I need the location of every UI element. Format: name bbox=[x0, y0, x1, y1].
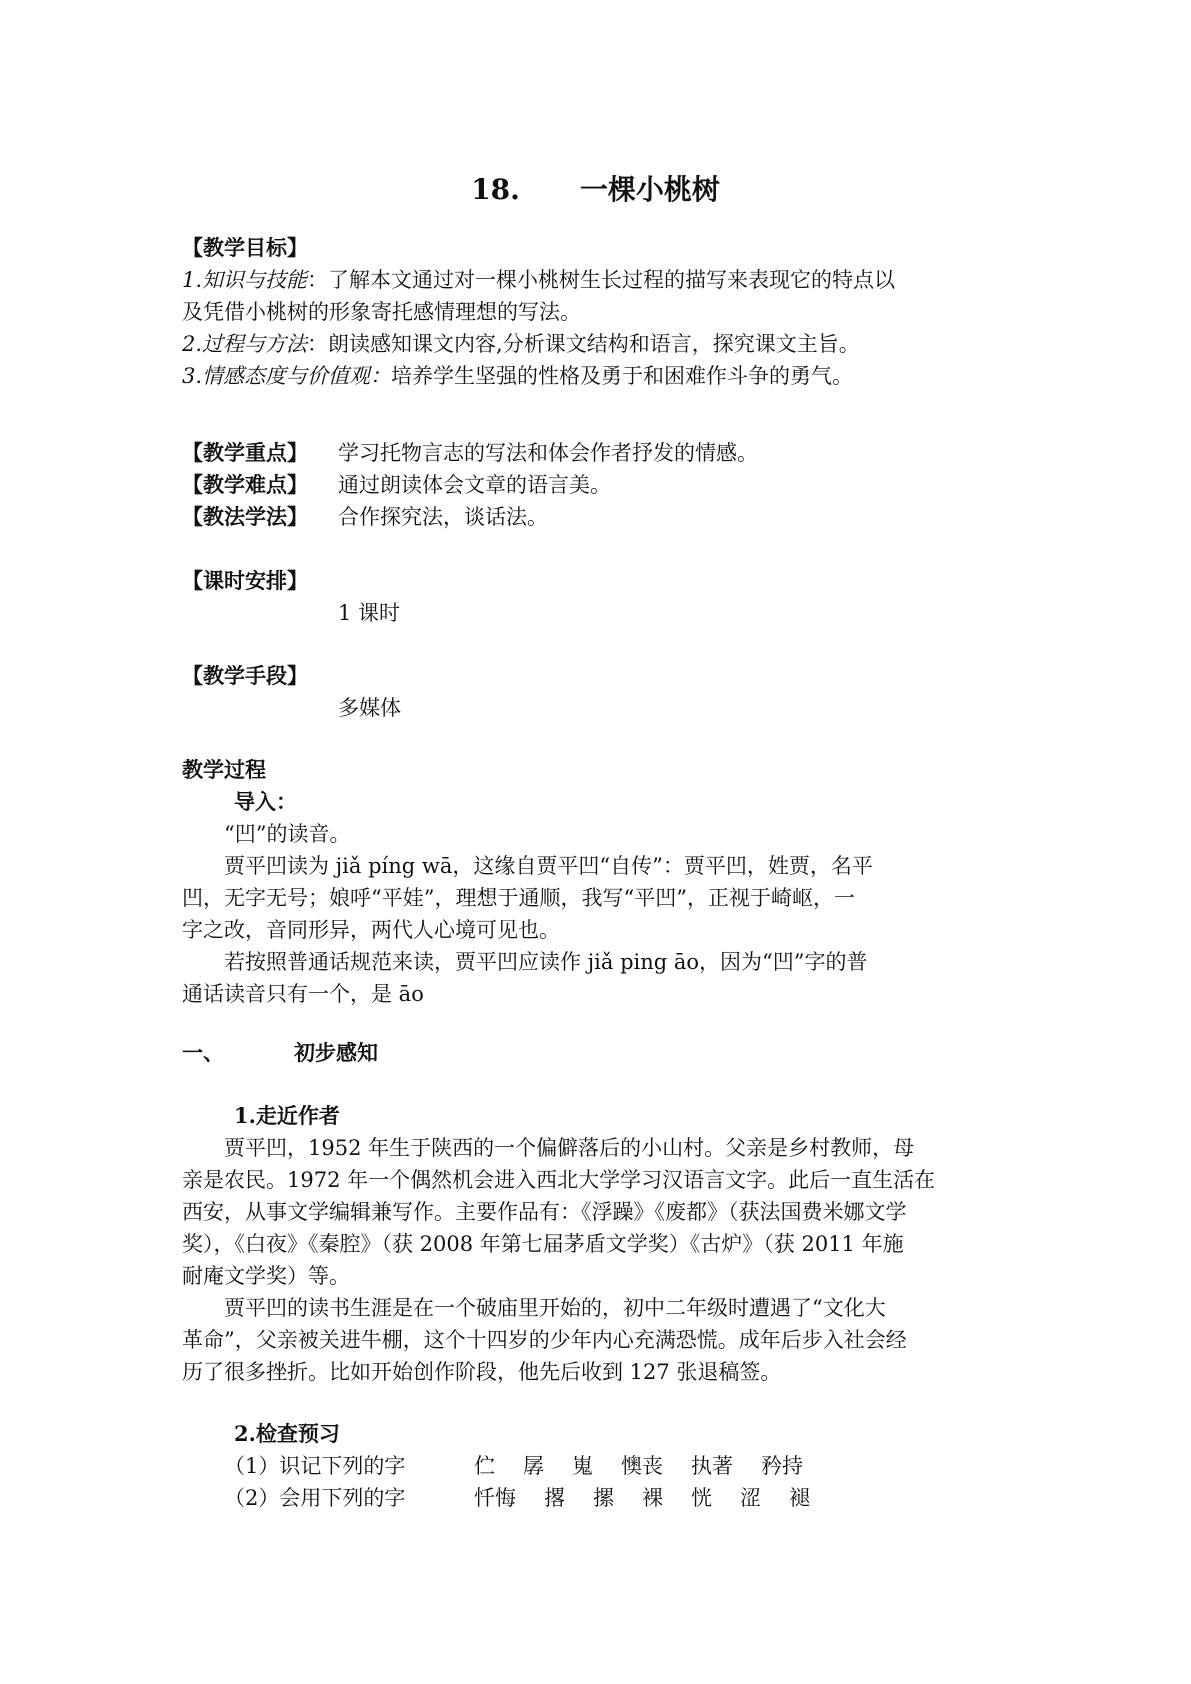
char-item: 褪 bbox=[789, 1486, 810, 1510]
means-value: 多媒体 bbox=[338, 696, 401, 720]
intro-paragraph-line: 贾平凹读为 jiǎ píng wā，这缘自贾平凹“自传”：贾平凹，姓贾，名平 bbox=[224, 854, 873, 878]
schedule-value: 1 课时 bbox=[338, 601, 401, 625]
char-item: 嵬 bbox=[572, 1454, 593, 1478]
lesson-name: 一棵小桃树 bbox=[579, 173, 720, 206]
objective-item: 2.过程与方法：朗读感知课文内容,分析课文结构和语言，探究课文主旨。 bbox=[182, 332, 860, 356]
key-point-row: 【教学难点】 通过朗读体会文章的语言美。 bbox=[182, 472, 611, 497]
key-points-section bbox=[182, 437, 1022, 533]
author-paragraph-line: 贾平凹，1952 年生于陕西的一个偏僻落后的小山村。父亲是乡村教师，母 bbox=[224, 1136, 915, 1160]
preview-section bbox=[182, 1418, 1022, 1514]
objective-item: 1.知识与技能：了解本文通过对一棵小桃树生长过程的描写来表现它的特点以 bbox=[182, 268, 896, 292]
intro-paragraph-line: 凹，无字无号；娘呼“平娃”，理想于通顺，我写“平凹”，正视于崎岖，一 bbox=[182, 886, 855, 910]
section-heading: 一、 初步感知 bbox=[182, 1040, 378, 1065]
author-paragraph-line: 奖），《白夜》《秦腔》（获 2008 年第七届茅盾文学奖）《古炉》（获 2011 年施 bbox=[182, 1232, 904, 1256]
author-paragraph-line: 历了很多挫折。比如开始创作阶段，他先后收到 127 张退稿签。 bbox=[182, 1360, 782, 1384]
key-point-row: 【教法学法】 合作探究法，谈话法。 bbox=[182, 504, 548, 529]
key-point-row: 【教学重点】 学习托物言志的写法和体会作者抒发的情感。 bbox=[182, 440, 758, 465]
author-paragraph-line: 亲是农民。1972 年一个偶然机会进入西北大学学习汉语言文字。此后一直生活在 bbox=[182, 1168, 936, 1192]
objective-item-cont: 及凭借小桃树的形象寄托感情理想的写法。 bbox=[182, 300, 581, 324]
lesson-title bbox=[0, 168, 1191, 208]
char-item: 执著 bbox=[691, 1454, 733, 1478]
preview-row: （2）会用下列的字 忏悔 撂 摞 裸 恍 涩 褪 bbox=[182, 1482, 1022, 1514]
author-paragraph-line: 贾平凹的读书生涯是在一个破庙里开始的，初中二年级时遭遇了“文化大 bbox=[224, 1296, 886, 1320]
author-paragraph-line: 西安，从事文学编辑兼写作。主要作品有：《浮躁》《废都》（获法国费米娜文学 bbox=[182, 1200, 907, 1224]
author-section bbox=[182, 1100, 1022, 1388]
intro-line: “凹”的读音。 bbox=[224, 822, 351, 846]
author-heading: 1.走近作者 bbox=[234, 1103, 340, 1128]
char-item: 孱 bbox=[523, 1454, 544, 1478]
schedule-section bbox=[182, 565, 1022, 629]
intro-paragraph-line: 通话读音只有一个，是 āo bbox=[182, 982, 424, 1006]
char-item: 摞 bbox=[593, 1486, 614, 1510]
char-item: 撂 bbox=[544, 1486, 565, 1510]
process-section bbox=[182, 754, 1022, 1010]
objectives-section bbox=[182, 232, 1022, 392]
preview-row: （1）识记下列的字 伫 孱 嵬 懊丧 执著 矜持 bbox=[182, 1450, 1022, 1482]
means-section bbox=[182, 660, 1022, 724]
char-item: 懊丧 bbox=[621, 1454, 663, 1478]
lesson-number: 18. bbox=[471, 173, 520, 206]
char-item: 涩 bbox=[740, 1486, 761, 1510]
char-item: 矜持 bbox=[761, 1454, 803, 1478]
process-heading: 教学过程 bbox=[182, 757, 266, 782]
schedule-heading: 【课时安排】 bbox=[182, 568, 308, 593]
means-heading: 【教学手段】 bbox=[182, 663, 308, 688]
char-item: 伫 bbox=[474, 1454, 495, 1478]
author-paragraph-line: 革命”，父亲被关进牛棚，这个十四岁的少年内心充满恐慌。成年后步入社会经 bbox=[182, 1328, 907, 1352]
preview-heading: 2.检查预习 bbox=[234, 1421, 340, 1446]
author-paragraph-line: 耐庵文学奖）等。 bbox=[182, 1264, 350, 1288]
intro-heading: 导入： bbox=[234, 789, 297, 814]
char-item: 恍 bbox=[691, 1486, 712, 1510]
char-item: 忏悔 bbox=[474, 1486, 516, 1510]
intro-paragraph-line: 字之改，音同形异，两代人心境可见也。 bbox=[182, 918, 560, 942]
char-item: 裸 bbox=[642, 1486, 663, 1510]
objectives-heading: 【教学目标】 bbox=[182, 235, 308, 260]
intro-paragraph-line: 若按照普通话规范来读，贾平凹应读作 jiǎ ping āo，因为“凹”字的普 bbox=[224, 950, 868, 974]
objective-item: 3.情感态度与价值观：培养学生坚强的性格及勇于和困难作斗争的勇气。 bbox=[182, 364, 854, 388]
